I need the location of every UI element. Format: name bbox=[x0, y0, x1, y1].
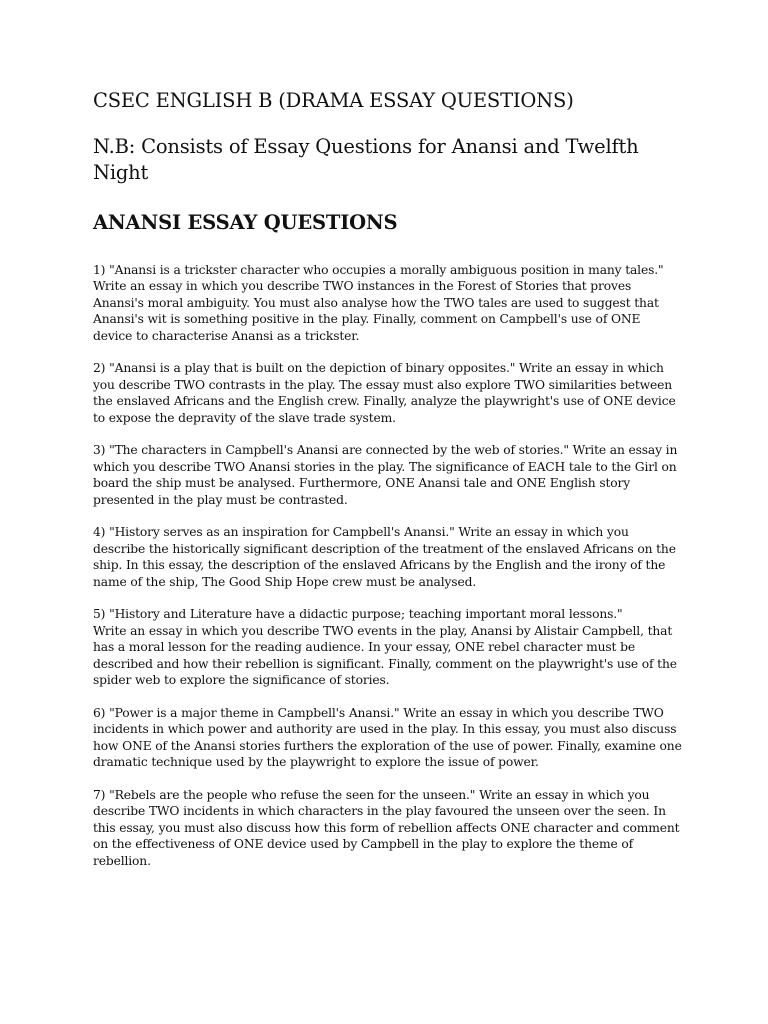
document-title: CSEC ENGLISH B (DRAMA ESSAY QUESTIONS) bbox=[93, 89, 574, 112]
question-line: 7) "Rebels are the people who refuse the seen for the unseen." Write an essay in which you describe TWO incidents in which characters in the play favoured the unseen over the seen. In this essay, you must also discuss how this form of rebellion affects ONE character and comment on the effectiveness of ONE device used by Campbell in the play to explore the theme of rebellion. bbox=[93, 787, 680, 868]
question-line: 3) "The characters in Campbell's Anansi are connected by the web of stories." Write an essay in which you describe TWO Anansi stories in the play. The significance of EACH tale to the Girl on board the ship must be analysed. Furthermore, ONE Anansi tale and ONE English story presented in the play must be contrasted. bbox=[93, 443, 678, 507]
question-line: 1) "Anansi is a trickster character who occupies a morally ambiguous position in many tales." bbox=[93, 263, 664, 277]
question-item bbox=[93, 442, 683, 508]
question-line: Write an essay in which you describe TWO events in the play, Anansi by Alistair Campbell, that has a moral lesson for the reading audience. In your essay, ONE rebel character must be described and how their rebellion is significant. Finally, comment on the playwright's use of the spider web to explore the significance of stories. bbox=[93, 623, 677, 688]
question-list bbox=[93, 262, 683, 869]
question-line: 5) "History and Literature have a didactic purpose; teaching important moral lessons." bbox=[93, 607, 623, 622]
question-line: 4) "History serves as an inspiration for Campbell's Anansi." Write an essay in which you describe the historically significant description of the treatment of the enslaved Africans on the ship. In this essay, the description of the enslaved Africans by the English and the irony of the name of the ship, The Good Ship Hope crew must be analysed. bbox=[93, 525, 676, 589]
question-line: 2) "Anansi is a play that is built on the depiction of binary opposites." Write an essay in which you describe TWO contrasts in the play. The essay must also explore TWO similarities between the enslaved Africans and the English crew. Finally, analyze the playwright's use of ONE device to expose the depravity of the slave trade system. bbox=[93, 361, 676, 425]
question-line: 6) "Power is a major theme in Campbell's Anansi." Write an essay in which you describe TWO incidents in which power and authority are used in the play. In this essay, you must also discuss how ONE of the Anansi stories furthers the exploration of the use of power. Finally, examine one dramatic technique used by the playwright to explore the issue of power. bbox=[93, 705, 682, 770]
question-item bbox=[93, 606, 683, 688]
question-item bbox=[93, 262, 683, 344]
section-heading: ANANSI ESSAY QUESTIONS bbox=[93, 211, 398, 234]
question-item bbox=[93, 524, 683, 590]
question-item bbox=[93, 705, 683, 771]
question-item bbox=[93, 787, 683, 869]
document-note: N.B: Consists of Essay Questions for Anansi and Twelfth Night bbox=[93, 135, 639, 184]
document-page bbox=[93, 88, 683, 885]
question-item bbox=[93, 360, 683, 426]
question-line: Write an essay in which you describe TWO instances in the Forest of Stories that proves Anansi's moral ambiguity. You must also analyse how the TWO tales are used to suggest that Anansi's wit is something positive in the play. Finally, comment on Campbell's use of ONE device to characterise Anansi as a trickster. bbox=[93, 279, 659, 343]
